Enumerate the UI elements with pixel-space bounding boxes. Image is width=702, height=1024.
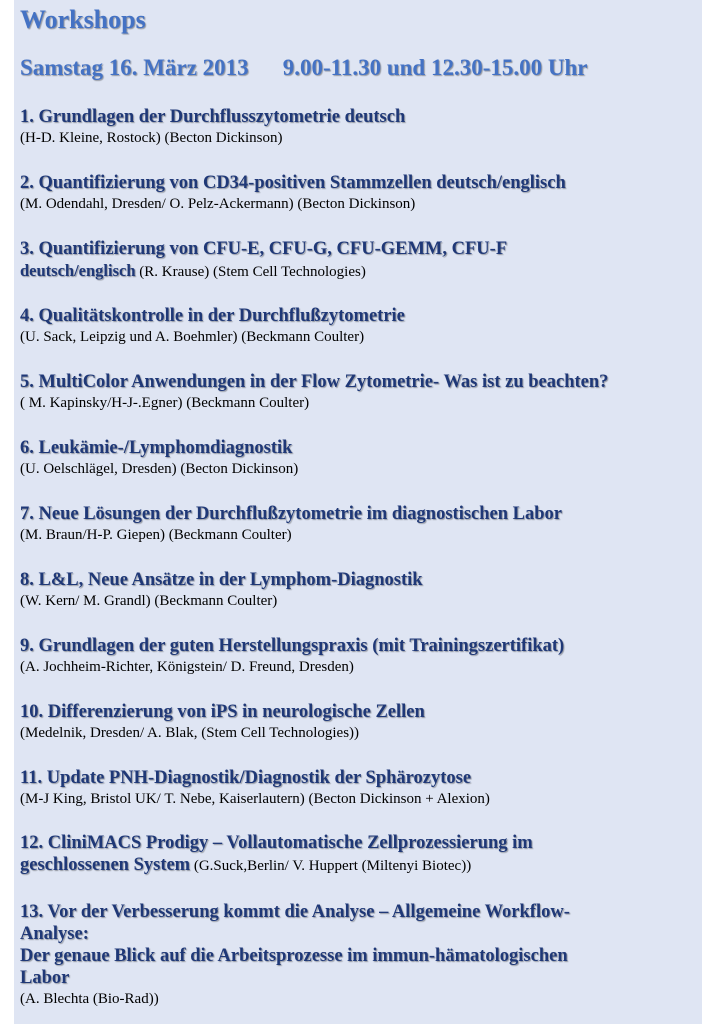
workshop-item-8	[20, 569, 696, 612]
workshop-presenters: (U. Oelschlägel, Dresden) (Becton Dickinson)	[20, 461, 299, 477]
workshop-title: 1. Grundlagen der Durchflusszytometrie deutsch	[20, 107, 406, 127]
workshop-title: 5. MultiColor Anwendungen in der Flow Zytometrie- Was ist zu beachten?	[20, 372, 609, 392]
workshop-title: 4. Qualitätskontrolle in der Durchflußzytometrie	[20, 306, 405, 326]
workshop-presenters: (A. Jochheim-Richter, Königstein/ D. Freund, Dresden)	[20, 659, 354, 675]
workshop-title-line-2	[20, 854, 696, 877]
workshop-presenters: (U. Sack, Leipzig und A. Boehmler) (Beckmann Coulter)	[20, 329, 365, 345]
workshop-item-4	[20, 305, 696, 348]
workshop-item-5	[20, 371, 696, 414]
workshop-title-line-2: Analyse:	[20, 924, 89, 944]
workshop-subtitle-line-2: Labor	[20, 968, 70, 988]
workshop-item-6	[20, 437, 696, 480]
workshop-item-10	[20, 701, 696, 744]
workshop-title: 2. Quantifizierung von CD34-positiven Stammzellen deutsch/englisch	[20, 173, 566, 193]
event-times: 9.00-11.30 und 12.30-15.00 Uhr	[282, 55, 588, 80]
workshop-title: 8. L&L, Neue Ansätze in der Lymphom-Diagnostik	[20, 570, 423, 590]
workshop-presenters: (A. Blechta (Bio-Rad))	[20, 991, 159, 1007]
workshop-title: 13. Vor der Verbesserung kommt die Analyse – Allgemeine Workflow-	[20, 902, 570, 922]
workshop-presenters: (G.Suck,Berlin/ V. Huppert (Miltenyi Biotec))	[190, 858, 472, 874]
workshop-presenters: (R. Krause) (Stem Cell Technologies)	[135, 264, 366, 280]
workshop-item-3	[20, 238, 696, 283]
workshop-item-2	[20, 172, 696, 215]
workshop-title: 10. Differenzierung von iPS in neurologische Zellen	[20, 702, 425, 722]
workshop-presenters: ( M. Kapinsky/H-J-.Egner) (Beckmann Coulter)	[20, 395, 310, 411]
workshop-item-13	[20, 901, 696, 1010]
workshop-language: deutsch/englisch	[20, 261, 136, 280]
workshop-presenters: (H-D. Kleine, Rostock) (Becton Dickinson)	[20, 130, 283, 146]
workshop-item-12	[20, 832, 696, 877]
workshop-title-continuation: geschlossenen System	[20, 855, 191, 875]
workshop-presenters: (W. Kern/ M. Grandl) (Beckmann Coulter)	[20, 593, 278, 609]
workshop-item-9	[20, 635, 696, 678]
workshop-presenters: (M. Braun/H-P. Giepen) (Beckmann Coulter)	[20, 527, 292, 543]
workshop-title-line-2	[20, 260, 696, 283]
workshop-flyer-content	[20, 0, 696, 1010]
workshop-title: 6. Leukämie-/Lymphomdiagnostik	[20, 438, 293, 458]
workshop-subtitle: Der genaue Blick auf die Arbeitsprozesse im immun-hämatologischen	[20, 946, 568, 966]
workshop-presenters: (M. Odendahl, Dresden/ O. Pelz-Ackermann) (Becton Dickinson)	[20, 196, 416, 212]
workshop-presenters: (Medelnik, Dresden/ A. Blak, (Stem Cell Technologies))	[20, 725, 360, 741]
workshop-item-7	[20, 503, 696, 546]
workshop-title: 3. Quantifizierung von CFU-E, CFU-G, CFU-GEMM, CFU-F	[20, 239, 508, 259]
workshop-title: 7. Neue Lösungen der Durchflußzytometrie im diagnostischen Labor	[20, 504, 562, 524]
workshop-title: 12. CliniMACS Prodigy – Vollautomatische Zellprozessierung im	[20, 833, 533, 853]
page-title: Workshops	[20, 5, 146, 34]
date-time-line	[20, 50, 696, 86]
event-date: Samstag 16. März 2013	[20, 55, 249, 80]
workshop-title: 11. Update PNH-Diagnostik/Diagnostik der Sphärozytose	[20, 768, 472, 788]
workshop-item-11	[20, 767, 696, 810]
workshop-presenters: (M-J King, Bristol UK/ T. Nebe, Kaiserlautern) (Becton Dickinson + Alexion)	[20, 791, 490, 807]
workshop-title: 9. Grundlagen der guten Herstellungspraxis (mit Trainingszertifikat)	[20, 636, 565, 656]
workshop-item-1	[20, 106, 696, 149]
